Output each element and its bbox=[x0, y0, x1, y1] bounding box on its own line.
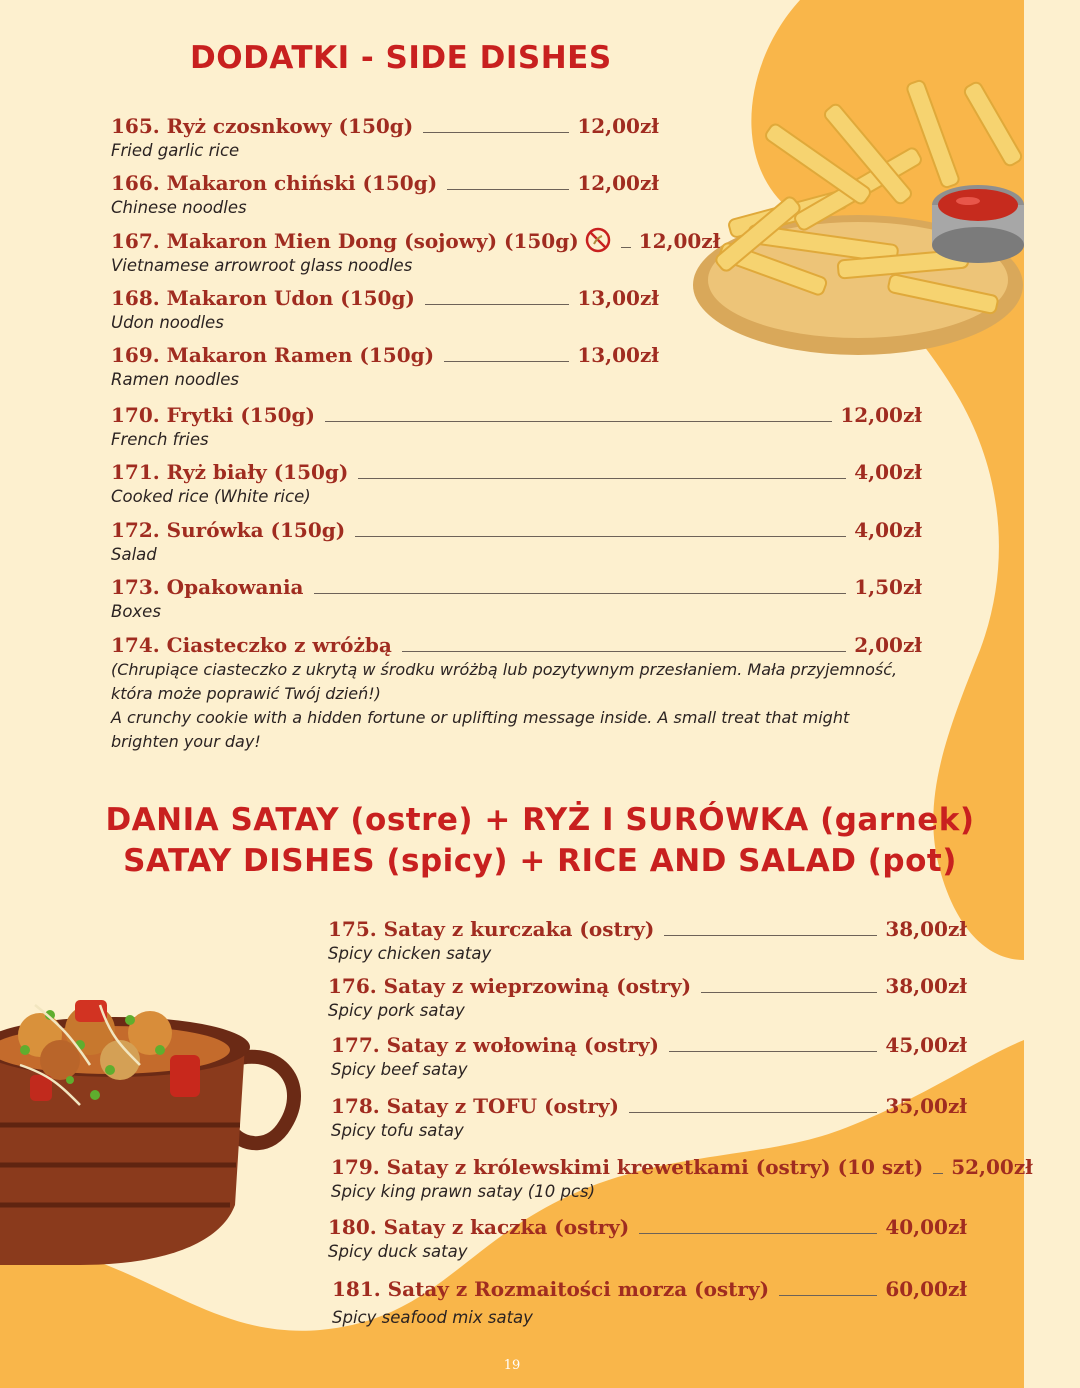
item-price: 12,00zł bbox=[577, 114, 659, 138]
list-item bbox=[331, 1032, 967, 1082]
list-item bbox=[111, 574, 922, 624]
list-item bbox=[111, 402, 922, 452]
item-price: 60,00zł bbox=[885, 1277, 967, 1301]
item-price: 38,00zł bbox=[885, 974, 967, 998]
item-name: 180. Satay z kaczka (ostry) bbox=[328, 1215, 630, 1239]
item-description: Cooked rice (White rice) bbox=[111, 487, 311, 506]
dotted-leader bbox=[402, 651, 846, 652]
list-item bbox=[111, 285, 659, 335]
french-fries-photo bbox=[688, 85, 1024, 360]
item-description: Udon noodles bbox=[111, 313, 224, 332]
item-price: 1,50zł bbox=[854, 575, 922, 599]
item-description: Vietnamese arrowroot glass noodles bbox=[111, 256, 413, 275]
item-description: Spicy king prawn satay (10 pcs) bbox=[331, 1182, 596, 1201]
item-price: 40,00zł bbox=[885, 1215, 967, 1239]
item-description: Spicy chicken satay bbox=[328, 944, 492, 963]
item-description: Salad bbox=[111, 545, 157, 564]
item-name: 173. Opakowania bbox=[111, 575, 304, 599]
dotted-leader bbox=[701, 992, 877, 993]
dotted-leader bbox=[933, 1173, 943, 1174]
page-number: 19 bbox=[503, 1358, 521, 1373]
item-name: 171. Ryż biały (150g) bbox=[111, 460, 349, 484]
item-description: Spicy beef satay bbox=[331, 1060, 468, 1079]
dotted-leader bbox=[621, 247, 631, 248]
satay-heading-english: SATAY DISHES (spicy) + RICE AND SALAD (pot) bbox=[123, 843, 957, 879]
dotted-leader bbox=[314, 593, 847, 594]
dotted-leader bbox=[664, 935, 877, 936]
list-item bbox=[111, 517, 922, 567]
item-price: 12,00zł bbox=[638, 229, 721, 253]
item-price: 4,00zł bbox=[854, 518, 922, 542]
dotted-leader bbox=[425, 304, 569, 305]
item-price: 12,00zł bbox=[577, 171, 659, 195]
item-price: 4,00zł bbox=[854, 460, 922, 484]
dotted-leader bbox=[447, 189, 569, 190]
dotted-leader bbox=[325, 421, 832, 422]
item-description: Fried garlic rice bbox=[111, 141, 240, 160]
item-name: 181. Satay z Rozmaitości morza (ostry) bbox=[332, 1277, 770, 1301]
item-name: 179. Satay z królewskimi krewetkami (ostry) (10 szt) bbox=[331, 1155, 924, 1179]
dotted-leader bbox=[779, 1295, 877, 1296]
item-description: Boxes bbox=[111, 602, 161, 621]
item-name: 170. Frytki (150g) bbox=[111, 403, 315, 427]
item-name: 167. Makaron Mien Dong (sojowy) (150g) bbox=[111, 229, 579, 253]
item-price: 12,00zł bbox=[840, 403, 922, 427]
dotted-leader bbox=[358, 478, 846, 479]
list-item bbox=[331, 1093, 967, 1143]
list-item bbox=[111, 342, 659, 392]
dotted-leader bbox=[355, 536, 846, 537]
item-price: 45,00zł bbox=[885, 1033, 967, 1057]
list-item bbox=[328, 1214, 967, 1264]
list-item bbox=[328, 973, 967, 1023]
list-item bbox=[111, 227, 721, 278]
dotted-leader bbox=[639, 1233, 877, 1234]
item-name: 177. Satay z wołowiną (ostry) bbox=[331, 1033, 659, 1057]
item-price: 52,00zł bbox=[951, 1155, 1033, 1179]
item-price: 2,00zł bbox=[854, 633, 922, 657]
list-item bbox=[328, 916, 967, 966]
item-description: Spicy pork satay bbox=[328, 1001, 465, 1020]
item-description: Chinese noodles bbox=[111, 198, 247, 217]
item-description: (Chrupiące ciasteczko z ukrytą w środku wróżbą lub pozytywnym przesłaniem. Mała przyjemność, która może poprawić Twój dzień!) A crunchy cookie with a hidden fortune or uplifting message inside. A small treat that might brighten your day! bbox=[111, 660, 898, 751]
satay-heading-polish: DANIA SATAY (ostre) + RYŻ I SURÓWKA (garnek) bbox=[105, 802, 975, 838]
dotted-leader bbox=[629, 1112, 877, 1113]
list-item bbox=[111, 632, 922, 754]
list-item bbox=[111, 113, 659, 163]
item-name: 168. Makaron Udon (150g) bbox=[111, 286, 415, 310]
item-price: 13,00zł bbox=[577, 286, 659, 310]
item-description: French fries bbox=[111, 430, 209, 449]
item-name: 176. Satay z wieprzowiną (ostry) bbox=[328, 974, 692, 998]
item-price: 13,00zł bbox=[577, 343, 659, 367]
item-description: Spicy tofu satay bbox=[331, 1121, 464, 1140]
item-description: Spicy seafood mix satay bbox=[332, 1308, 533, 1327]
item-name: 169. Makaron Ramen (150g) bbox=[111, 343, 435, 367]
item-description: Ramen noodles bbox=[111, 370, 239, 389]
list-item bbox=[111, 170, 659, 220]
item-name: 165. Ryż czosnkowy (150g) bbox=[111, 114, 414, 138]
dotted-leader bbox=[669, 1051, 877, 1052]
side-dishes-heading: DODATKI - SIDE DISHES bbox=[190, 40, 612, 76]
list-item bbox=[331, 1154, 1033, 1204]
item-description: Spicy duck satay bbox=[328, 1242, 468, 1261]
satay-pot-photo bbox=[0, 975, 305, 1270]
item-price: 35,00zł bbox=[885, 1094, 967, 1118]
list-item bbox=[332, 1276, 967, 1330]
item-name: 175. Satay z kurczaka (ostry) bbox=[328, 917, 655, 941]
item-name: 172. Surówka (150g) bbox=[111, 518, 346, 542]
item-name: 174. Ciasteczko z wróżbą bbox=[111, 633, 392, 657]
dotted-leader bbox=[423, 132, 569, 133]
item-name: 166. Makaron chiński (150g) bbox=[111, 171, 438, 195]
item-price: 38,00zł bbox=[885, 917, 967, 941]
no-gluten-icon bbox=[585, 227, 611, 253]
item-name: 178. Satay z TOFU (ostry) bbox=[331, 1094, 620, 1118]
dotted-leader bbox=[444, 361, 569, 362]
list-item bbox=[111, 459, 922, 509]
